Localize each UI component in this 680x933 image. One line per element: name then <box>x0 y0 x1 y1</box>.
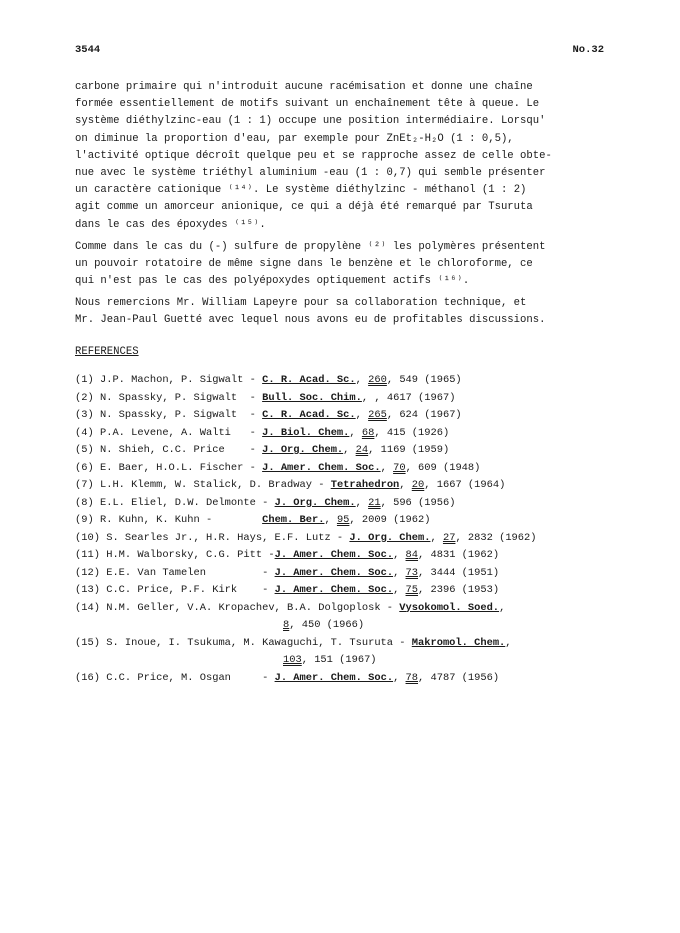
reference-number: (15) <box>75 636 100 649</box>
reference-pages-year: , 609 (1948) <box>405 461 481 474</box>
reference-journal: J. Org. Chem. <box>349 531 431 544</box>
reference-item: (13) C.C. Price, P.F. Kirk - J. Amer. Chem. Soc., 75, 2396 (1953) <box>75 584 500 596</box>
text-line: Nous remercions Mr. William Lapeyre pour sa collaboration technique, et <box>75 297 527 310</box>
reference-number: (12) <box>75 566 100 579</box>
text-line: Mr. Jean-Paul Guetté avec lequel nous avons eu de profitables discussions. <box>75 314 546 327</box>
reference-separator: - <box>399 636 412 649</box>
reference-separator: - <box>249 409 263 421</box>
text-line: l'activité optique décroît quelque peu et se rapproche assez de celle obte- <box>75 149 552 162</box>
reference-separator: - <box>262 584 275 596</box>
reference-volume: 24 <box>355 444 369 456</box>
reference-item: (15) S. Inoue, I. Tsukuma, M. Kawaguchi, T. Tsuruta - Makromol. Chem., 103, 151 (1967) <box>75 636 512 666</box>
reference-separator: - <box>386 601 400 614</box>
reference-volume: 8 <box>283 619 290 631</box>
reference-pages-year: , 2396 (1953) <box>418 584 500 596</box>
reference-separator: - <box>249 374 263 386</box>
body-paragraph <box>75 79 595 234</box>
reference-pages-year: , 596 (1956) <box>380 496 456 509</box>
reference-authors: R. Kuhn, K. Kuhn - <box>99 514 263 526</box>
references-list <box>75 372 615 687</box>
text-line: un caractère cationique ⁽¹⁴⁾. Le système diéthylzinc - méthanol (1 : 2) <box>75 184 527 197</box>
reference-journal: J. Amer. Chem. Soc. <box>274 671 394 684</box>
reference-item: (2) N. Spassky, P. Sigwalt - Bull. Soc. Chim., , 4617 (1967) <box>75 391 456 404</box>
reference-item: (14) N.M. Geller, V.A. Kropachev, B.A. Dolgoplosk - Vysokomol. Soed., 8, 450 (1966) <box>75 601 506 631</box>
reference-journal: J. Amer. Chem. Soc. <box>274 549 394 561</box>
reference-separator: - <box>249 461 263 474</box>
reference-pages-year: , 1667 (1964) <box>424 479 506 491</box>
text-line: un pouvoir rotatoire de même signe dans le benzène et le chloroforme, ce <box>75 257 533 270</box>
reference-number: (4) <box>75 426 94 439</box>
page-number: 3544 <box>75 44 101 56</box>
reference-volume: 73 <box>405 566 419 579</box>
reference-number: (2) <box>75 391 94 404</box>
reference-journal: J. Amer. Chem. Soc. <box>274 566 394 579</box>
reference-separator: - <box>249 426 263 439</box>
reference-volume: 27 <box>442 531 456 544</box>
reference-item: (3) N. Spassky, P. Sigwalt - C. R. Acad. Sc., 265, 624 (1967) <box>75 409 462 421</box>
reference-authors: S. Searles Jr., H.R. Hays, E.F. Lutz <box>106 531 337 544</box>
reference-item: (12) E.E. Van Tamelen - J. Amer. Chem. Soc., 73, 3444 (1951) <box>75 566 500 579</box>
reference-journal: Bull. Soc. Chim. <box>262 391 362 404</box>
reference-authors: P.A. Levene, A. Walti <box>99 426 250 439</box>
reference-pages-year: , 151 (1967) <box>301 654 377 666</box>
reference-item: (16) C.C. Price, M. Osgan - J. Amer. Chem. Soc., 78, 4787 (1956) <box>75 671 500 684</box>
reference-journal: J. Amer. Chem. Soc. <box>274 584 394 596</box>
reference-number: (9) <box>75 514 94 526</box>
reference-journal: C. R. Acad. Sc. <box>262 409 356 421</box>
body-paragraph <box>75 295 595 329</box>
reference-item: (8) E.L. Eliel, D.W. Delmonte - J. Org. Chem., 21, 596 (1956) <box>75 496 456 509</box>
text-line: système diéthylzinc-eau (1 : 1) occupe une position intermédiaire. Lorsqu' <box>75 115 546 128</box>
reference-authors: E. Baer, H.O.L. Fischer <box>99 461 250 474</box>
reference-authors: N. Spassky, P. Sigwalt <box>99 409 250 421</box>
reference-pages-year: , 624 (1967) <box>386 409 462 421</box>
reference-volume: 260 <box>368 374 387 386</box>
reference-journal: C. R. Acad. Sc. <box>262 374 356 386</box>
reference-number: (3) <box>75 409 94 421</box>
reference-volume: 68 <box>361 426 375 439</box>
reference-volume: 103 <box>283 654 302 666</box>
reference-authors: N.M. Geller, V.A. Kropachev, B.A. Dolgoplosk <box>106 601 387 614</box>
text-line: agit comme un amorceur anionique, ce qui a déjà été remarqué par Tsuruta <box>75 201 533 214</box>
text-line: qui n'est pas le cas des polyépoxydes optiquement actifs ⁽¹⁶⁾. <box>75 275 470 288</box>
reference-separator: - <box>318 479 331 491</box>
reference-number: (14) <box>75 601 100 614</box>
reference-volume: 78 <box>405 671 419 684</box>
issue-number: No.32 <box>572 44 604 56</box>
reference-item: (7) L.H. Klemm, W. Stalick, D. Bradway - Tetrahedron, 20, 1667 (1964) <box>75 479 506 491</box>
reference-journal: Makromol. Chem. <box>411 636 506 649</box>
reference-item: (1) J.P. Machon, P. Sigwalt - C. R. Acad. Sc., 260, 549 (1965) <box>75 374 462 386</box>
reference-pages-year: , 4787 (1956) <box>418 671 500 684</box>
reference-volume: 70 <box>393 461 406 474</box>
reference-number: (10) <box>75 531 100 544</box>
reference-separator: - <box>262 496 275 509</box>
reference-volume: 95 <box>336 514 350 526</box>
reference-authors: E.E. Van Tamelen <box>106 566 263 579</box>
reference-pages-year: , 2832 (1962) <box>455 531 537 544</box>
reference-authors: J.P. Machon, P. Sigwalt <box>99 374 250 386</box>
reference-separator: - <box>249 391 263 404</box>
reference-journal: Vysokomol. Soed. <box>399 601 500 614</box>
text-line: dans le cas des époxydes ⁽¹⁵⁾. <box>75 218 266 231</box>
text-line: carbone primaire qui n'introduit aucune racémisation et donne une chaîne <box>75 81 533 93</box>
reference-journal: J. Org. Chem. <box>262 444 344 456</box>
reference-item: (4) P.A. Levene, A. Walti - J. Biol. Chem., 68, 415 (1926) <box>75 426 450 439</box>
reference-pages-year: , 1169 (1959) <box>368 444 450 456</box>
reference-number: (8) <box>75 496 94 509</box>
reference-number: (11) <box>75 549 100 561</box>
text-line: formée essentiellement de motifs suivant un enchaînement tête à queue. Le <box>75 98 540 111</box>
reference-number: (6) <box>75 461 94 474</box>
reference-pages-year: , 4831 (1962) <box>418 549 500 561</box>
reference-pages-year: , 415 (1926) <box>374 426 450 439</box>
reference-journal: Chem. Ber. <box>262 514 325 526</box>
body-paragraph <box>75 239 595 291</box>
text-line: Comme dans le cas du (-) sulfure de propylène ⁽²⁾ les polymères présentent <box>75 240 546 253</box>
reference-number: (13) <box>75 584 100 596</box>
reference-journal: J. Biol. Chem. <box>262 426 350 439</box>
reference-authors: S. Inoue, I. Tsukuma, M. Kawaguchi, T. Tsuruta <box>106 636 400 649</box>
reference-authors: C.C. Price, M. Osgan <box>106 671 263 684</box>
reference-separator: - <box>268 549 275 561</box>
reference-pages-year: , 2009 (1962) <box>349 514 431 526</box>
reference-item: (9) R. Kuhn, K. Kuhn - Chem. Ber., 95, 2009 (1962) <box>75 514 431 526</box>
reference-authors: N. Shieh, C.C. Price <box>99 444 250 456</box>
reference-volume: 84 <box>405 549 419 561</box>
reference-item: (10) S. Searles Jr., H.R. Hays, E.F. Lutz - J. Org. Chem., 27, 2832 (1962) <box>75 531 537 544</box>
reference-separator: - <box>262 566 275 579</box>
text-line: nue avec le système triéthyl aluminium -eau (1 : 0,7) qui semble présenter <box>75 166 546 179</box>
text-line: on diminue la proportion d'eau, par exemple pour ZnEt₂-H₂O (1 : 0,5), <box>75 132 514 145</box>
reference-authors: N. Spassky, P. Sigwalt <box>99 391 250 404</box>
reference-item: (11) H.M. Walborsky, C.G. Pitt -J. Amer. Chem. Soc., 84, 4831 (1962) <box>75 549 500 561</box>
reference-pages-year: , 549 (1965) <box>386 374 462 386</box>
reference-separator: - <box>262 671 275 684</box>
reference-volume: 265 <box>368 409 387 421</box>
reference-volume: 20 <box>411 479 425 491</box>
reference-authors: H.M. Walborsky, C.G. Pitt <box>106 549 269 561</box>
reference-item: (5) N. Shieh, C.C. Price - J. Org. Chem., 24, 1169 (1959) <box>75 444 450 456</box>
reference-separator: - <box>249 444 263 456</box>
reference-pages-year: , 4617 (1967) <box>374 391 456 404</box>
references-title: REFERENCES <box>75 346 139 358</box>
reference-volume: 21 <box>368 496 381 509</box>
body-text <box>75 79 595 335</box>
reference-number: (7) <box>75 479 94 491</box>
reference-number: (1) <box>75 374 94 386</box>
reference-authors: L.H. Klemm, W. Stalick, D. Bradway <box>99 479 319 491</box>
reference-journal: J. Amer. Chem. Soc. <box>262 461 381 474</box>
reference-journal: Tetrahedron <box>330 479 400 491</box>
reference-separator: - <box>336 531 350 544</box>
reference-pages-year: , 3444 (1951) <box>418 566 500 579</box>
reference-item: (6) E. Baer, H.O.L. Fischer - J. Amer. Chem. Soc., 70, 609 (1948) <box>75 461 481 474</box>
reference-journal: J. Org. Chem. <box>274 496 356 509</box>
reference-authors: E.L. Eliel, D.W. Delmonte <box>99 496 263 509</box>
reference-number: (5) <box>75 444 94 456</box>
reference-volume: 75 <box>405 584 419 596</box>
reference-pages-year: , 450 (1966) <box>289 619 365 631</box>
reference-number: (16) <box>75 671 100 684</box>
reference-authors: C.C. Price, P.F. Kirk <box>106 584 263 596</box>
